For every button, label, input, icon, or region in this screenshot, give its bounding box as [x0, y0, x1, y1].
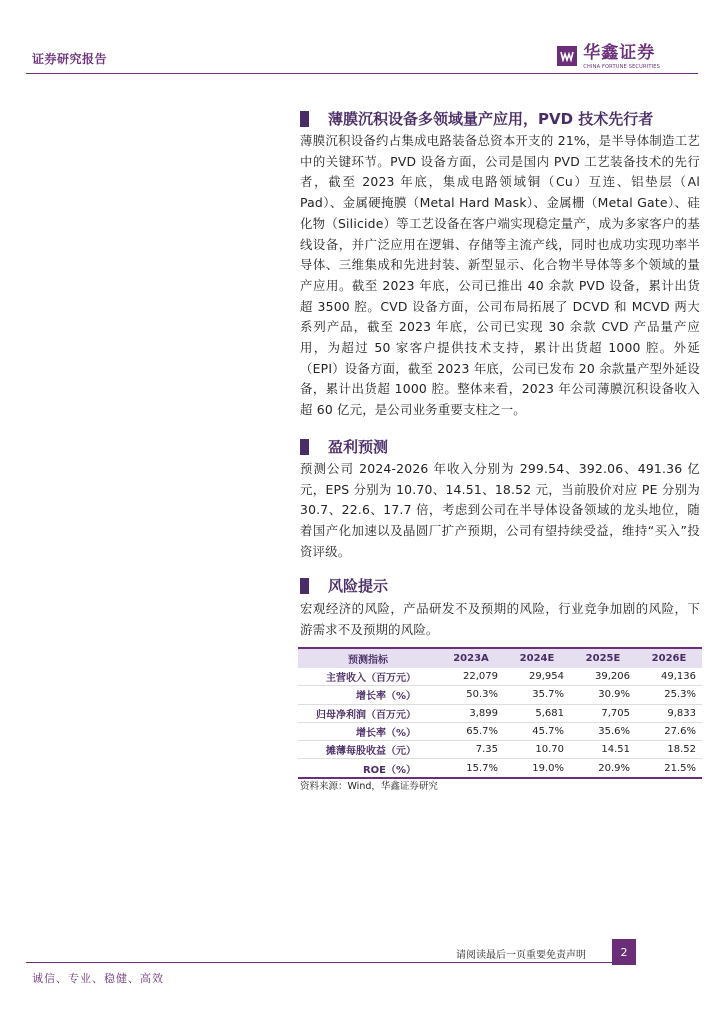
table-row: [298, 741, 702, 759]
table-cell: 30.9%: [570, 686, 636, 704]
table-cell: 35.7%: [504, 686, 570, 704]
paragraph-risk: 宏观经济的风险，产品研发不及预期的风险，行业竞争加剧的风险，下游需求不及预期的风险。: [300, 601, 700, 637]
section-title-profit: [300, 436, 388, 457]
table-cell: 45.7%: [504, 722, 570, 740]
row-label: 增长率（%）: [298, 686, 438, 704]
section-marker: [300, 111, 309, 127]
table-cell: 3,899: [438, 704, 504, 722]
table-cell: 50.3%: [438, 686, 504, 704]
brand-name-cn: 华鑫证券: [583, 43, 656, 63]
table-header-row: [298, 648, 702, 668]
table-cell: 49,136: [636, 668, 702, 686]
table-row: [298, 668, 702, 686]
table-row: [298, 759, 702, 778]
table-cell: 20.9%: [570, 759, 636, 778]
header-divider: [26, 73, 698, 74]
brand-name-en: CHINA FORTUNE SECURITIES: [583, 64, 660, 70]
table-cell: 39,206: [570, 668, 636, 686]
table-cell: 7.35: [438, 741, 504, 759]
section-title-pvd: [300, 108, 653, 129]
table-row: [298, 686, 702, 704]
footer-divider: [26, 962, 620, 963]
table-cell: 14.51: [570, 741, 636, 759]
section-title-text: 盈利预测: [328, 438, 389, 456]
table-cell: 29,954: [504, 668, 570, 686]
brand-logo: [557, 44, 660, 70]
section-title-text: 薄膜沉积设备多领域量产应用，PVD 技术先行者: [328, 110, 654, 128]
paragraph-profit: 预测公司 2024-2026 年收入分别为 299.54、392.06、491.36 亿元，EPS 分别为 10.70、14.51、18.52 元，当前股价对应 PE 分别为 30.7、22.6、17.7 倍，考虑到公司在半导体设备领域的龙头地位，随着国产化加速以及晶圆厂扩产预期，公司有望持续受益，维持“买入”投资评级。: [300, 461, 700, 559]
table-cell: 22,079: [438, 668, 504, 686]
section-title-text: 风险提示: [328, 577, 389, 595]
table-cell: 9,833: [636, 704, 702, 722]
table-row: [298, 722, 702, 740]
row-label: 增长率（%）: [298, 722, 438, 740]
table-row: [298, 704, 702, 722]
table-cell: 27.6%: [636, 722, 702, 740]
table-cell: 21.5%: [636, 759, 702, 778]
forecast-table: [298, 647, 702, 779]
section-title-risk: [300, 575, 388, 596]
data-source-note: 资料来源：Wind，华鑫证券研究: [300, 781, 438, 792]
paragraph-pvd: 薄膜沉积设备约占集成电路装备总资本开支的 21%，是半导体制造工艺中的关键环节。PVD 设备方面，公司是国内 PVD 工艺装备技术的先行者，截至 2023 年底，集成电路领域铜（Cu）互连、铝垫层（Al Pad）、金属硬掩膜（Metal Hard Mask）、金属栅（Metal Gate）、硅化物（Silicide）等工艺设备在客户端实现稳定量产，成为多家客户的基线设备，并广泛应用在逻辑、存储等主流产线，同时也成功实现功率半导体、三维集成和先进封装、新型显示、化合物半导体等多个领域的量产应用。截至 2023 年底，公司已推出 40 余款 PVD 设备，累计出货超 3500 腔。CVD 设备方面，公司布局拓展了 DCVD 和 MCVD 两大系列产品，截至 2023 年底，公司已实现 30 余款 CVD 产品量产应用，为超过 50 家客户提供技术支持，累计出货超 1000 腔。外延（EPI）设备方面，截至 2023 年底，公司已发布 20 余款量产型外延设备，累计出货超 1000 腔。整体来看，2023 年公司薄膜沉积设备收入超 60 亿元，是公司业务重要支柱之一。: [300, 133, 700, 418]
row-label: 归母净利润（百万元）: [298, 704, 438, 722]
table-cell: 15.7%: [438, 759, 504, 778]
section-marker: [300, 578, 309, 594]
table-header-cell: 2023A: [438, 648, 504, 668]
table-cell: 35.6%: [570, 722, 636, 740]
page-number: 2: [612, 939, 636, 965]
table-cell: 7,705: [570, 704, 636, 722]
row-label: 摊薄每股收益（元）: [298, 741, 438, 759]
table-cell: 25.3%: [636, 686, 702, 704]
table-cell: 65.7%: [438, 722, 504, 740]
brand-logo-icon: [557, 46, 577, 66]
table-header-cell: 2025E: [570, 648, 636, 668]
section-marker: [300, 439, 309, 455]
row-label: 主营收入（百万元）: [298, 668, 438, 686]
row-label: ROE（%）: [298, 759, 438, 778]
report-type-label: 证券研究报告: [32, 52, 108, 66]
table-header-cell: 2026E: [636, 648, 702, 668]
table-cell: 5,681: [504, 704, 570, 722]
table-cell: 19.0%: [504, 759, 570, 778]
table-header-cell: 2024E: [504, 648, 570, 668]
table-header-cell: 预测指标: [298, 648, 438, 668]
disclaimer-link[interactable]: 请阅读最后一页重要免责声明: [456, 950, 586, 961]
table-cell: 18.52: [636, 741, 702, 759]
company-motto: 诚信、专业、稳健、高效: [32, 972, 164, 985]
table-cell: 10.70: [504, 741, 570, 759]
